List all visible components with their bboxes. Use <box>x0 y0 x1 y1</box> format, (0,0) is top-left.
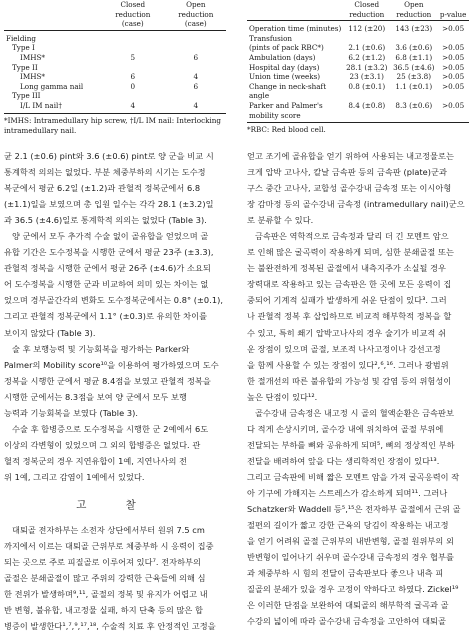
value-cell: 0 <box>130 81 136 91</box>
text-line: 과 체중부하 시 힘의 전달이 금속판보다 좋으나 내측 피 <box>247 568 444 579</box>
row-label: Fielding <box>6 33 36 43</box>
row-label: (pints of pack RBC*) <box>249 43 324 53</box>
text-line: 다 적게 손상시키며, 골수강 내에 위치하여 골절 부위에 <box>247 423 444 434</box>
text-line: 균 2.1 (±0.6) pint와 3.6 (±0.6) pint로 양 군을 비교 시 <box>4 151 214 161</box>
row-label: mobility score <box>247 111 343 123</box>
value-cell <box>390 34 437 44</box>
text-line: 나 관혈적 정복 후 삽입하므로 비교적 해부학적 정복을 할 <box>247 311 452 322</box>
table-row <box>247 72 469 82</box>
p-value-cell: >0.05 <box>442 24 465 34</box>
text-line: 복군에서 평균 6.2일 (±1.2)과 관혈적 정복군에서 6.8 <box>4 183 201 194</box>
value-cell: 4 <box>193 72 199 82</box>
table-row <box>247 82 469 92</box>
text-line: 아 기구에 가해지는 스트레스가 감소하게 되며¹¹. 그러나 <box>247 487 448 498</box>
value-cell <box>343 34 390 44</box>
text-line: 유합 기간은 도수정복을 시행한 군에서 평균 23주 (±3.3), <box>4 247 214 258</box>
value-cell <box>166 63 226 73</box>
value-cell: 6 <box>130 72 136 82</box>
value-cell: 23 (±3.1) <box>349 72 384 82</box>
text-line: 었으며 경부골간각의 변화도 도수정복군에서는 0.8° (±0.1), <box>4 295 223 306</box>
row-label: Change in neck-shaft <box>249 81 327 91</box>
text-line: 반 변형, 불유합, 내고정물 실패, 하지 단축 등의 많은 합 <box>4 605 203 616</box>
text-line: Palmer의 Mobility score¹⁰을 이용하여 평가하였으며 도수 <box>4 359 219 370</box>
row-label: Type III <box>12 91 41 101</box>
row-label: angle <box>249 91 270 101</box>
value-cell <box>166 30 226 43</box>
table-footnote: *RBC: Red blood cell. <box>247 125 326 135</box>
table-row <box>247 43 469 53</box>
text-line: 절편의 길이가 짧고 강한 근육의 당김이 작용하는 내고정 <box>247 520 449 531</box>
text-line: 을 함께 사용할 수 있는 장점이 있다²,⁶,¹⁶. 그러나 광범위 <box>247 359 449 370</box>
value-cell: 1.1 (±0.1) <box>395 81 433 91</box>
text-line: 술 후 보행능력 및 기능회복을 평가하는 Parker와 <box>12 343 190 354</box>
table-row <box>4 43 226 53</box>
text-line: 그리고 관혈적 정복군에서 1.1° (±0.3)로 유의한 차이를 <box>4 311 208 322</box>
value-cell: 36.5 (±4.6) <box>393 62 435 72</box>
results-table <box>247 0 469 123</box>
text-line: 크게 압박 고나사, 칼날 금속판 등의 금속판 (plate)군과 <box>247 167 447 178</box>
table-row <box>4 63 226 73</box>
value-cell: 143 (±23) <box>395 24 433 34</box>
table-row <box>247 63 469 73</box>
text-line: 골수강내 금속정은 내고정 시 골의 혈액순환은 금속판보 <box>255 407 454 418</box>
row-label: Parker and Palmer's <box>249 100 323 110</box>
row-label: Operation time (minutes) <box>249 24 342 34</box>
results-paragraphs <box>4 148 226 485</box>
table-row <box>4 53 226 63</box>
text-line: 그리고 금속판에 비해 짧은 모멘트 암을 가져 굴곡응력이 작 <box>247 471 460 482</box>
text-line: 구스 중간 고나사, 교합성 골수강내 금속정 또는 이시아형 <box>247 183 452 194</box>
table-2 <box>4 0 226 135</box>
p-value-cell: >0.05 <box>442 43 465 53</box>
header-cell <box>4 0 100 30</box>
row-label: Transfusion <box>249 33 293 43</box>
text-line: 병증이 발생한다¹,⁷,⁹,¹⁷,¹⁸, 수술적 치료 후 안정적인 고정을 <box>4 621 216 632</box>
text-line: 중되어 기계적 실패가 발생하게 쉬운 단점이 있다³. 그러 <box>247 295 447 306</box>
p-value-cell: >0.05 <box>442 100 465 110</box>
row-label: IMHS* <box>20 72 45 82</box>
table-row <box>4 30 226 43</box>
table-row <box>4 72 226 82</box>
left-table-block <box>4 0 226 135</box>
discussion-paragraph <box>4 522 226 634</box>
text-line: 전달되는 부하를 뼈와 공유하게 되며⁵, 뼈의 정상적인 부하 <box>247 439 455 450</box>
text-line: 수강의 넓이에 따라 골수강내 금속정을 고안하여 대퇴골 <box>247 616 446 627</box>
value-cell: 8.4 (±0.8) <box>348 100 386 110</box>
text-line: 혈적 정복군의 경우 지연유합이 1예, 지연나사의 전 <box>4 455 188 466</box>
text-line: 수술 후 합병증으로 도수정복을 시행한 군 2예에서 6도 <box>12 423 209 434</box>
text-line: 한 절개선의 따른 불유합의 가능성 및 감염 등의 위험성이 <box>247 375 452 386</box>
text-line: 대퇴골 전자하부는 소전자 상단에서부터 원위 7.5 cm <box>12 524 205 535</box>
value-cell <box>390 91 437 101</box>
text-line: 능력과 기능회복을 보였다 (Table 3). <box>4 407 138 418</box>
text-line: 시행한 군에서는 8.3점을 보여 양 군에서 모두 보행 <box>4 391 187 402</box>
text-line: 을 얻기 어려워 골절 근위부의 내반변형, 골절 원위부의 외 <box>247 536 454 547</box>
section-title-discussion: 고 찰 <box>76 498 154 511</box>
header-cell: Closed reduction <box>343 0 390 21</box>
value-cell: 5 <box>130 52 136 62</box>
table-header-row <box>247 0 469 21</box>
text-line: Schatzker와 Waddell 등⁵,¹⁵은 전자하부 골절에서 근위 골 <box>247 504 461 515</box>
text-line: 어 도수정복을 시행한 군과 비교하여 의미 있는 차이는 없 <box>4 279 209 290</box>
value-cell <box>343 111 390 123</box>
text-line: 금속판은 역학적으로 금속정과 달리 더 긴 모멘트 암으 <box>255 231 449 242</box>
table-header-row <box>4 0 226 30</box>
left-column-body <box>4 148 226 634</box>
value-cell: 4 <box>166 101 226 113</box>
value-cell: 6 <box>193 81 199 91</box>
value-cell <box>166 91 226 101</box>
value-cell: 4 <box>100 101 166 113</box>
value-cell: 6.2 (±1.2) <box>348 52 386 62</box>
text-line: 수 있고, 특히 쐐기 압박고나사의 경우 술기가 비교적 쉬 <box>247 327 446 338</box>
header-cell: p-value <box>437 0 469 21</box>
value-cell <box>390 111 437 123</box>
p-value-cell <box>437 91 469 101</box>
text-line: 정복을 시행한 군에서 평균 8.4점을 보였고 관혈적 정복을 <box>4 375 211 386</box>
value-cell <box>343 91 390 101</box>
header-cell <box>247 0 343 21</box>
table-3 <box>247 0 469 135</box>
value-cell: 0.8 (±0.1) <box>348 81 386 91</box>
p-value-cell: >0.05 <box>442 81 465 91</box>
value-cell: 25 (±3.8) <box>396 72 432 82</box>
right-table-block <box>247 0 469 135</box>
right-column-body <box>247 148 469 629</box>
row-label: Type II <box>12 62 38 72</box>
text-line: 질골의 분쇄가 있을 경우 고정이 약하다고 하였다. Zickel¹⁹ <box>247 584 459 595</box>
p-value-cell: >0.05 <box>442 72 465 82</box>
text-line: 반변형이 일어나기 쉬우며 골수강내 금속정의 경우 협부를 <box>247 552 454 563</box>
text-line: 얻고 조기에 골유합을 얻기 위하여 사용되는 내고정물로는 <box>247 151 454 161</box>
text-line: 로 인해 많은 굴곡력이 작용하게 되며, 심한 분쇄골절 또는 <box>247 247 454 258</box>
text-line: 한 전위가 발생하며⁹,¹¹, 골절의 정복 및 유지가 어렵고 내 <box>4 589 208 600</box>
classification-table <box>4 0 226 114</box>
row-label: I/L IM nail† <box>4 101 100 113</box>
value-cell <box>100 43 166 53</box>
table-row <box>4 101 226 113</box>
value-cell <box>166 43 226 53</box>
value-cell: 6.8 (±1.1) <box>395 52 433 62</box>
row-label: IMHS* <box>20 52 45 62</box>
text-line: 이상의 각변형이 있었으며 그 외의 합병증은 없었다. 관 <box>4 439 201 450</box>
value-cell: 3.6 (±0.6) <box>395 43 433 53</box>
p-value-cell: >0.05 <box>442 52 465 62</box>
header-cell: Open reduction (case) <box>166 0 226 30</box>
header-cell: Open reduction <box>390 0 437 21</box>
table-row <box>247 21 469 34</box>
value-cell: 8.3 (±0.6) <box>395 100 433 110</box>
row-label: Long gamma nail <box>20 81 84 91</box>
p-value-cell <box>437 111 469 123</box>
p-value-cell: >0.05 <box>442 62 465 72</box>
table-footnote: *IMHS: Intramedullary hip screw, †I/L IM nail: Interlocking intramedullary nail. <box>4 115 222 135</box>
row-label: Hospital day (days) <box>249 62 320 72</box>
text-line: 는 불완전하게 정복된 골절에서 내측지주가 소실될 경우 <box>247 263 446 274</box>
text-line: 위 1예, 그리고 감염이 1예에서 있었다. <box>4 471 145 482</box>
text-line: 로 분류할 수 있다. <box>247 215 314 226</box>
text-line: 까지에서 이르는 대퇴골 근위부로 체중부하 시 응력이 집중 <box>4 541 214 552</box>
value-cell: 2.1 (±0.6) <box>348 43 386 53</box>
table-row <box>247 34 469 44</box>
table-row <box>247 91 469 101</box>
text-line: 보이지 않았다 (Table 3). <box>4 327 96 338</box>
text-line: 되는 곳으로 주로 피질골로 이루어져 있다⁷. 전자하부의 <box>4 557 202 568</box>
text-line: 높은 단점이 있다¹². <box>247 391 318 402</box>
row-label: Type I <box>12 43 35 53</box>
row-label: Ambulation (days) <box>249 52 316 62</box>
text-line: 양 군에서 모두 추가적 수술 없이 골유합을 얻었으며 골 <box>12 231 209 242</box>
table-row <box>247 111 469 123</box>
text-line: 장력대로 작용하고 있는 금속판은 한 곳에 모든 응력이 집 <box>247 279 452 290</box>
table-row <box>247 53 469 63</box>
value-cell: 28.1 (±3.2) <box>346 62 388 72</box>
value-cell: 112 (±20) <box>348 24 386 34</box>
text-line: 운 장점이 있으며 골절, 보조적 나사고정이나 강선고정 <box>247 343 441 354</box>
text-line: 통계학적 의의는 없었다. 부분 체중부하의 시기는 도수정 <box>4 167 206 178</box>
value-cell <box>100 63 166 73</box>
header-cell: Closed reduction (case) <box>100 0 166 30</box>
text-line: 골절은 분쇄골절이 많고 주위의 강력한 근육들에 의해 심 <box>4 573 206 584</box>
value-cell: 6 <box>193 52 199 62</box>
table-row <box>247 101 469 111</box>
discussion-paragraphs <box>247 148 469 629</box>
table-row <box>4 91 226 101</box>
text-line: 과 36.5 (±4.6)일로 통계학적 의의는 없었다 (Table 3). <box>4 215 207 226</box>
text-line: 관혈적 정복을 시행한 군에서 평균 26주 (±4.6)가 소요되 <box>4 263 211 274</box>
text-line: 장 감마정 등의 골수강내 금속정 (intramedullary nail)군으 <box>247 199 465 210</box>
text-line: (±1.1)일을 보였으며 총 입원 일수는 각각 28.1 (±3.2)일 <box>4 199 214 210</box>
p-value-cell <box>437 34 469 44</box>
table-row <box>4 82 226 92</box>
row-label: Union time (weeks) <box>249 72 321 82</box>
text-line: 은 이러한 단점을 보완하여 대퇴골의 해부학적 굴곡과 골 <box>247 600 449 611</box>
text-line: 전달을 배려하여 앞을 다는 생리학적인 장점이 있다¹³. <box>247 455 440 466</box>
value-cell <box>100 30 166 43</box>
value-cell <box>100 91 166 101</box>
